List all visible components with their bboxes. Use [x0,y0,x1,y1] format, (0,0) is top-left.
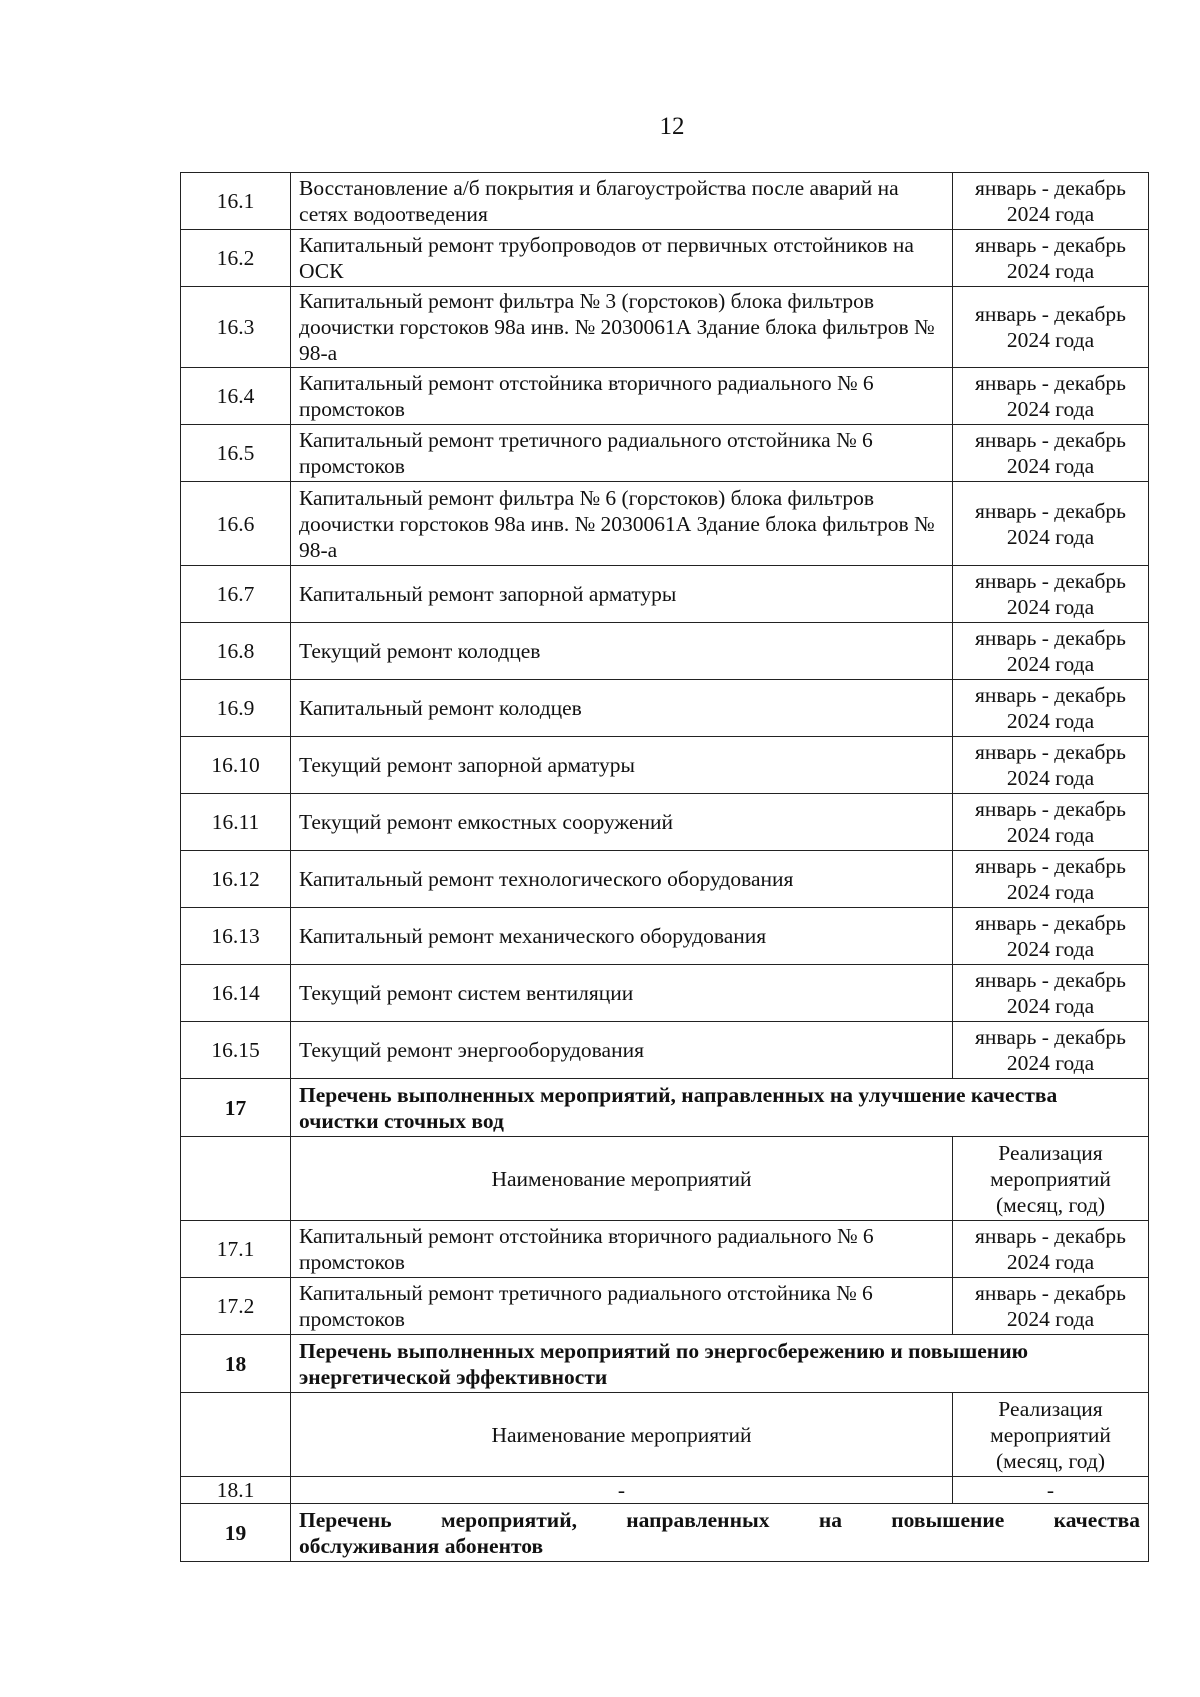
table-row [181,1477,1149,1504]
table-row [181,368,1149,425]
section-title: Перечень выполненных мероприятий по энергосбережению и повышению энергетической эффективности [291,1335,1149,1393]
row-number: 16.11 [181,794,291,851]
measures-table [180,172,1149,1562]
row-name: Текущий ремонт запорной арматуры [291,737,953,794]
table-row [181,851,1149,908]
column-header-date: Реализация мероприятий (месяц, год) [953,1137,1149,1221]
row-date: январь - декабрь 2024 года [953,965,1149,1022]
row-name: Капитальный ремонт отстойника вторичного радиального № 6 промстоков [291,1221,953,1278]
section-title-line-2: обслуживания абонентов [299,1533,544,1558]
row-date: январь - декабрь 2024 года [953,173,1149,230]
row-date: январь - декабрь 2024 года [953,368,1149,425]
row-name: Текущий ремонт систем вентиляции [291,965,953,1022]
row-number: 16.15 [181,1022,291,1079]
section-17-header-row [181,1137,1149,1221]
row-number: 17.1 [181,1221,291,1278]
row-date: январь - декабрь 2024 года [953,680,1149,737]
section-number: 19 [181,1504,291,1562]
row-name: - [291,1477,953,1504]
column-header-name: Наименование мероприятий [291,1137,953,1221]
section-16-rows [181,173,1149,1079]
section-19-title-row [181,1504,1149,1562]
row-number: 16.4 [181,368,291,425]
row-date: январь - декабрь 2024 года [953,737,1149,794]
table-row [181,230,1149,287]
table-row [181,287,1149,368]
section-title-line-1: Перечень мероприятий, направленных на повышение качества [299,1507,1140,1532]
row-number: 16.10 [181,737,291,794]
table-row [181,794,1149,851]
section-number: 18 [181,1335,291,1393]
row-name: Капитальный ремонт технологического оборудования [291,851,953,908]
table-row [181,680,1149,737]
row-date: январь - декабрь 2024 года [953,287,1149,368]
section-title: Перечень выполненных мероприятий, направленных на улучшение качества очистки сточных вод [291,1079,1149,1137]
column-header-date: Реализация мероприятий (месяц, год) [953,1393,1149,1477]
row-name: Текущий ремонт емкостных сооружений [291,794,953,851]
row-name: Капитальный ремонт запорной арматуры [291,566,953,623]
row-number: 16.9 [181,680,291,737]
row-name: Текущий ремонт колодцев [291,623,953,680]
row-date: январь - декабрь 2024 года [953,623,1149,680]
row-date: январь - декабрь 2024 года [953,482,1149,566]
row-name: Капитальный ремонт третичного радиального отстойника № 6 промстоков [291,1278,953,1335]
row-date: январь - декабрь 2024 года [953,851,1149,908]
table-row [181,1221,1149,1278]
column-header-name: Наименование мероприятий [291,1393,953,1477]
row-date: январь - декабрь 2024 года [953,425,1149,482]
row-number: 16.12 [181,851,291,908]
section-18-title-row [181,1335,1149,1393]
table-row [181,482,1149,566]
section-18-header-row [181,1393,1149,1477]
row-date: январь - декабрь 2024 года [953,1278,1149,1335]
row-number: 17.2 [181,1278,291,1335]
row-date: январь - декабрь 2024 года [953,1221,1149,1278]
section-title [291,1504,1149,1562]
table-row [181,425,1149,482]
table-row [181,173,1149,230]
page-number: 12 [659,113,685,140]
table-row [181,737,1149,794]
table-row [181,965,1149,1022]
row-number: 16.8 [181,623,291,680]
row-number: 16.5 [181,425,291,482]
row-date: январь - декабрь 2024 года [953,566,1149,623]
table-row [181,908,1149,965]
table-row [181,1022,1149,1079]
row-name: Капитальный ремонт трубопроводов от первичных отстойников на ОСК [291,230,953,287]
row-number: 16.2 [181,230,291,287]
row-name: Капитальный ремонт колодцев [291,680,953,737]
row-name: Капитальный ремонт фильтра № 6 (горстоков) блока фильтров доочистки горстоков 98а инв. № 2030061А Здание блока фильтров № 98-а [291,482,953,566]
row-number: 16.3 [181,287,291,368]
row-name: Текущий ремонт энергооборудования [291,1022,953,1079]
row-number: 18.1 [181,1477,291,1504]
section-17-title-row [181,1079,1149,1137]
row-date: январь - декабрь 2024 года [953,908,1149,965]
row-number: 16.13 [181,908,291,965]
row-name: Капитальный ремонт фильтра № 3 (горстоков) блока фильтров доочистки горстоков 98а инв. № 2030061А Здание блока фильтров № 98-а [291,287,953,368]
empty-cell [181,1393,291,1477]
empty-cell [181,1137,291,1221]
row-number: 16.14 [181,965,291,1022]
row-date: январь - декабрь 2024 года [953,1022,1149,1079]
table-row [181,623,1149,680]
row-date: январь - декабрь 2024 года [953,794,1149,851]
row-date: январь - декабрь 2024 года [953,230,1149,287]
row-number: 16.6 [181,482,291,566]
table-row [181,566,1149,623]
row-date: - [953,1477,1149,1504]
row-name: Капитальный ремонт третичного радиального отстойника № 6 промстоков [291,425,953,482]
row-name: Восстановление а/б покрытия и благоустройства после аварий на сетях водоотведения [291,173,953,230]
section-number: 17 [181,1079,291,1137]
row-name: Капитальный ремонт отстойника вторичного радиального № 6 промстоков [291,368,953,425]
row-number: 16.7 [181,566,291,623]
row-number: 16.1 [181,173,291,230]
table-row [181,1278,1149,1335]
row-name: Капитальный ремонт механического оборудования [291,908,953,965]
